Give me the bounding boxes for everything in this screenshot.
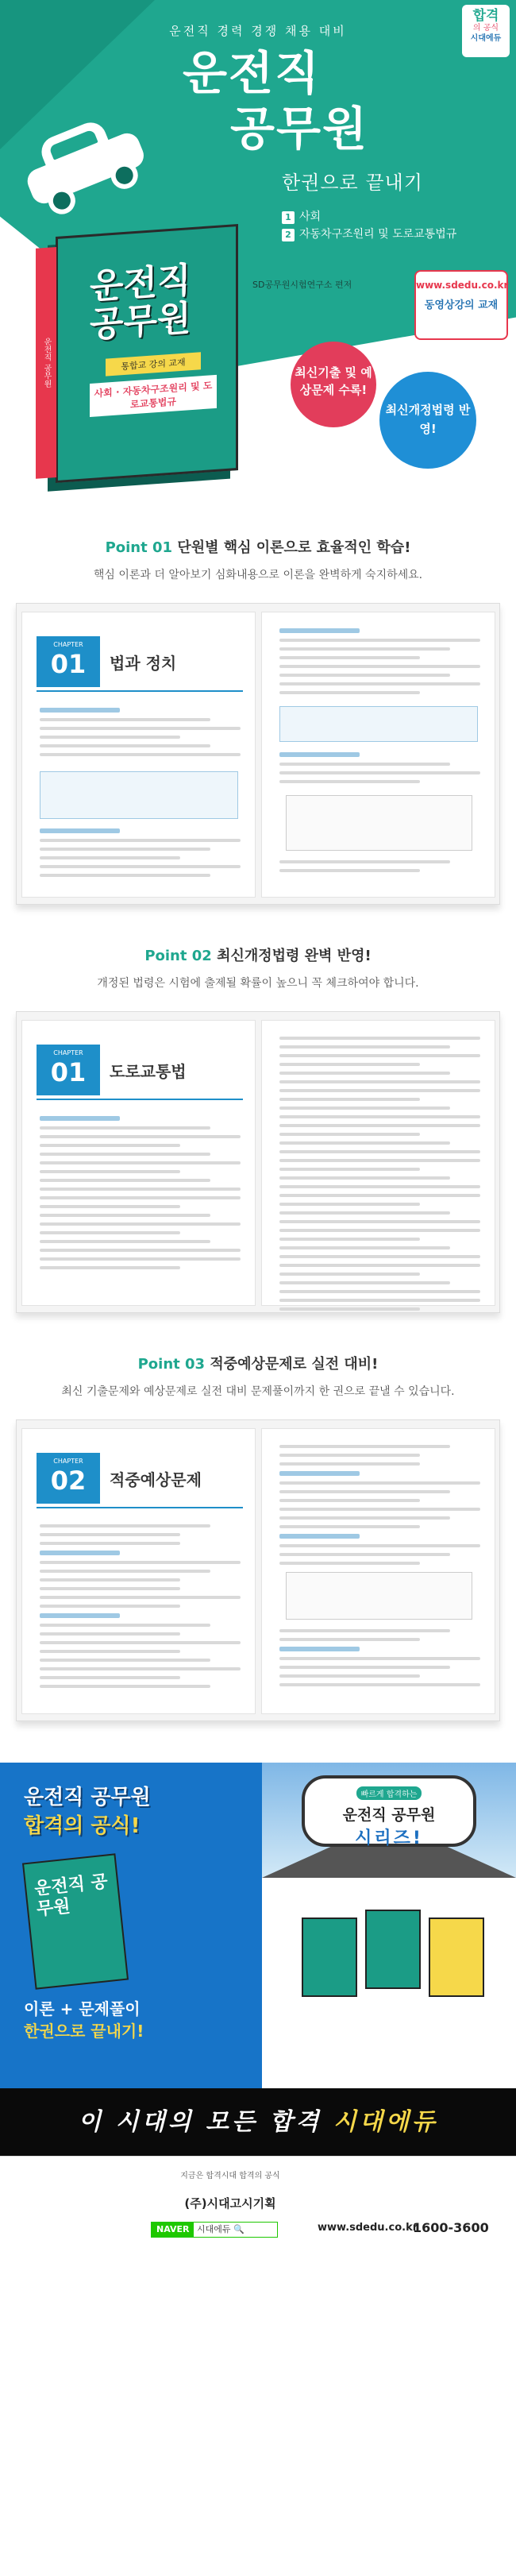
chapter-number: 02 <box>50 1466 87 1496</box>
banner-heading-line-1: 운전직 공무원 <box>24 1786 151 1809</box>
book-cover <box>42 224 238 483</box>
point-tag: Point 02 <box>144 948 212 964</box>
text-block <box>40 1116 241 1275</box>
banner-theory-line-2: 한권으로 끝내기! <box>24 2022 144 2041</box>
banner-theory-line-1: 이론 + 문제풀이 <box>24 1999 141 2018</box>
content-table <box>279 706 478 742</box>
series-book-covers <box>294 1910 484 2005</box>
chapter-label: CHAPTER <box>53 1049 83 1056</box>
text-block <box>40 828 241 882</box>
footer-tagline: 지금은 합격시대 합격의 공식 <box>180 2172 280 2180</box>
point-description: 개정된 법령은 시험에 출제될 확률이 높으니 꼭 체크하여야 합니다. <box>97 977 419 990</box>
chapter-title: 도로교통법 <box>110 1062 187 1081</box>
chapter-number: 01 <box>50 649 87 679</box>
subject-item <box>282 208 456 226</box>
subject-label: 사회 <box>299 210 322 223</box>
logo-line-3: 시대에듀 <box>470 34 502 43</box>
chapter-number: 01 <box>50 1057 87 1087</box>
point-description: 핵심 이론과 더 알아보기 심화내용으로 이론을 완벽하게 숙지하세요. <box>93 569 423 581</box>
question-block <box>279 1629 480 1692</box>
book-spine: 운전직 공무원 <box>36 247 56 479</box>
badge-latest-exams: 최신기출 및 예상문제 수록! <box>291 342 376 427</box>
video-lecture-label: 동영상강의 교재 <box>424 299 499 311</box>
point-heading <box>0 944 516 968</box>
footer-company: (주)시대고시기획 <box>184 2196 276 2211</box>
chapter-rule <box>37 1099 243 1100</box>
hero-tagline: 한권으로 끝내기 <box>282 172 423 194</box>
chapter-title: 법과 정치 <box>110 654 177 673</box>
logo-line-1: 합격 <box>472 8 499 24</box>
banner-theory <box>24 1998 144 2042</box>
point-tag: Point 03 <box>137 1356 206 1373</box>
left-page <box>21 1020 256 1306</box>
book-spread-preview <box>16 603 500 905</box>
subject-number: 2 <box>282 229 295 241</box>
right-page <box>261 1428 495 1714</box>
chapter-badge <box>37 636 100 687</box>
banner-left <box>0 1763 262 2088</box>
badge-revised-law: 최신개정법령 반영! <box>379 372 476 469</box>
point-title: 적중예상문제로 실전 대비! <box>210 1356 379 1373</box>
footer-phone[interactable]: 1600-3600 <box>413 2220 489 2235</box>
book-spread-preview <box>16 1011 500 1313</box>
subject-label: 자동차구조원리 및 도로교통법규 <box>299 228 457 241</box>
subject-list <box>282 208 456 243</box>
search-icon: 🔍 <box>233 2224 245 2234</box>
footer <box>0 2156 516 2264</box>
mirror-tag: 빠르게 합격하는 <box>356 1786 422 1800</box>
chapter-title: 적중예상문제 <box>110 1470 202 1489</box>
right-page <box>261 1020 495 1306</box>
mirror-title: 운전직 공무원 <box>342 1806 436 1824</box>
footer-url[interactable]: www.sdedu.co.kr <box>318 2222 418 2234</box>
chapter-badge <box>37 1045 100 1095</box>
mirror-series: 시리즈! <box>355 1829 423 1848</box>
naver-search-box[interactable] <box>151 2222 278 2238</box>
banner-book-title: 운전직 공무원 <box>33 1871 109 1920</box>
left-page <box>21 612 256 898</box>
point-heading <box>0 1353 516 1377</box>
right-page <box>261 612 495 898</box>
rearview-mirror <box>302 1775 476 1847</box>
point-title: 최신개정법령 완벽 반영! <box>217 948 372 964</box>
chapter-label: CHAPTER <box>53 1458 83 1465</box>
book-subjects: 사회 · 자동차구조원리 및 도로교통법규 <box>90 375 217 417</box>
hero-subtitle: 운전직 경력 경쟁 채용 대비 <box>169 24 347 38</box>
point-heading <box>0 536 516 560</box>
text-block <box>279 628 480 700</box>
point-title: 단원별 핵심 이론으로 효율적인 학습! <box>177 539 411 556</box>
figure <box>286 795 472 851</box>
point-description: 최신 기출문제와 예상문제로 실전 대비 문제풀이까지 한 권으로 끝낼 수 있습니다. <box>61 1385 455 1398</box>
series-book <box>365 1910 421 1989</box>
point-section-1 <box>0 496 516 905</box>
banner-book-cover <box>22 1853 129 1989</box>
chapter-badge <box>37 1453 100 1504</box>
text-block <box>279 1037 480 1316</box>
point-section-3 <box>0 1313 516 1721</box>
slogan-bar <box>0 2088 516 2156</box>
subject-number: 1 <box>282 211 295 224</box>
book-spread-preview <box>16 1419 500 1721</box>
content-table <box>40 771 238 819</box>
banner-right <box>262 1763 516 2088</box>
figure <box>286 1572 472 1620</box>
logo-line-2: 의 공식 <box>472 24 499 33</box>
slogan-text: 이 시대의 모든 합격 <box>78 2108 322 2136</box>
chapter-rule <box>37 1507 243 1508</box>
text-block <box>279 752 480 789</box>
banner-heading <box>24 1783 151 1840</box>
text-block <box>279 860 480 878</box>
hero-title-line-2: 공무원 <box>230 102 369 156</box>
hero-section <box>0 0 516 496</box>
sdedu-url: www.sdedu.co.kr <box>416 280 509 291</box>
series-book <box>302 1918 357 1997</box>
naver-search-term: 시대에듀 <box>196 2224 231 2234</box>
series-book <box>429 1918 484 1997</box>
series-banner <box>0 1763 516 2088</box>
question-block <box>279 1445 480 1570</box>
text-block <box>40 708 241 762</box>
naver-logo: NAVER <box>152 2223 194 2237</box>
chapter-label: CHAPTER <box>53 641 83 648</box>
point-tag: Point 01 <box>105 539 173 556</box>
subject-item <box>282 226 456 243</box>
book-subtitle: 통합교 강의 교재 <box>106 352 201 376</box>
video-lecture-badge[interactable] <box>414 270 508 340</box>
point-section-2 <box>0 905 516 1313</box>
chapter-rule <box>37 690 243 692</box>
book-title: 운전직 공무원 <box>90 260 191 346</box>
slogan-brand: 시대에듀 <box>333 2108 438 2136</box>
question-block <box>40 1524 241 1694</box>
hero-title-line-1: 운전직 <box>183 46 322 100</box>
author-credit: SD공무원시험연구소 편저 <box>252 280 352 290</box>
left-page <box>21 1428 256 1714</box>
banner-heading-line-2: 합격의 공식! <box>24 1814 141 1838</box>
